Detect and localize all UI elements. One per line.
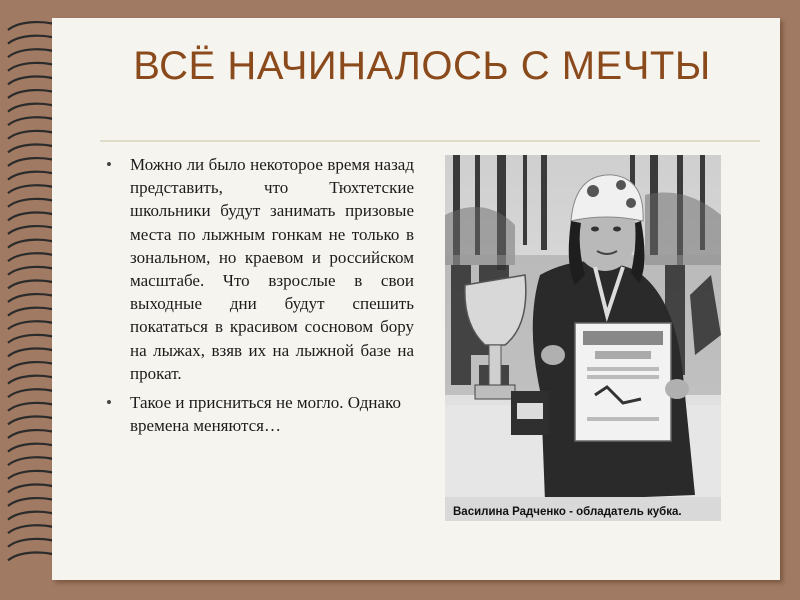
bullet-list bbox=[104, 153, 414, 437]
photo-caption: Василина Радченко - обладатель кубка. bbox=[453, 506, 682, 518]
bullet-text: Можно ли было некоторое время назад представить, что Тюхтетские школьники будут занимать призовые места по лыжным гонкам не только в зональном, но краевом и российском масштабе. Что взрослые в свои выходные дни будут спешить покататься в красивом сосновом бору на лыжах, взяв их на лыжной базе на прокат. bbox=[130, 155, 414, 383]
bullet-marker: • bbox=[106, 155, 112, 174]
bullet-text: Такое и присниться не могло. Однако времена меняются… bbox=[130, 393, 401, 436]
newspaper-photo bbox=[445, 155, 721, 521]
bullet-item bbox=[104, 153, 414, 385]
slide-title: ВСЁ НАЧИНАЛОСЬ С МЕЧТЫ bbox=[133, 44, 711, 88]
bullet-marker: • bbox=[106, 393, 112, 413]
title-divider bbox=[100, 140, 760, 142]
certificate-image bbox=[575, 323, 671, 441]
bullet-item bbox=[104, 391, 414, 437]
